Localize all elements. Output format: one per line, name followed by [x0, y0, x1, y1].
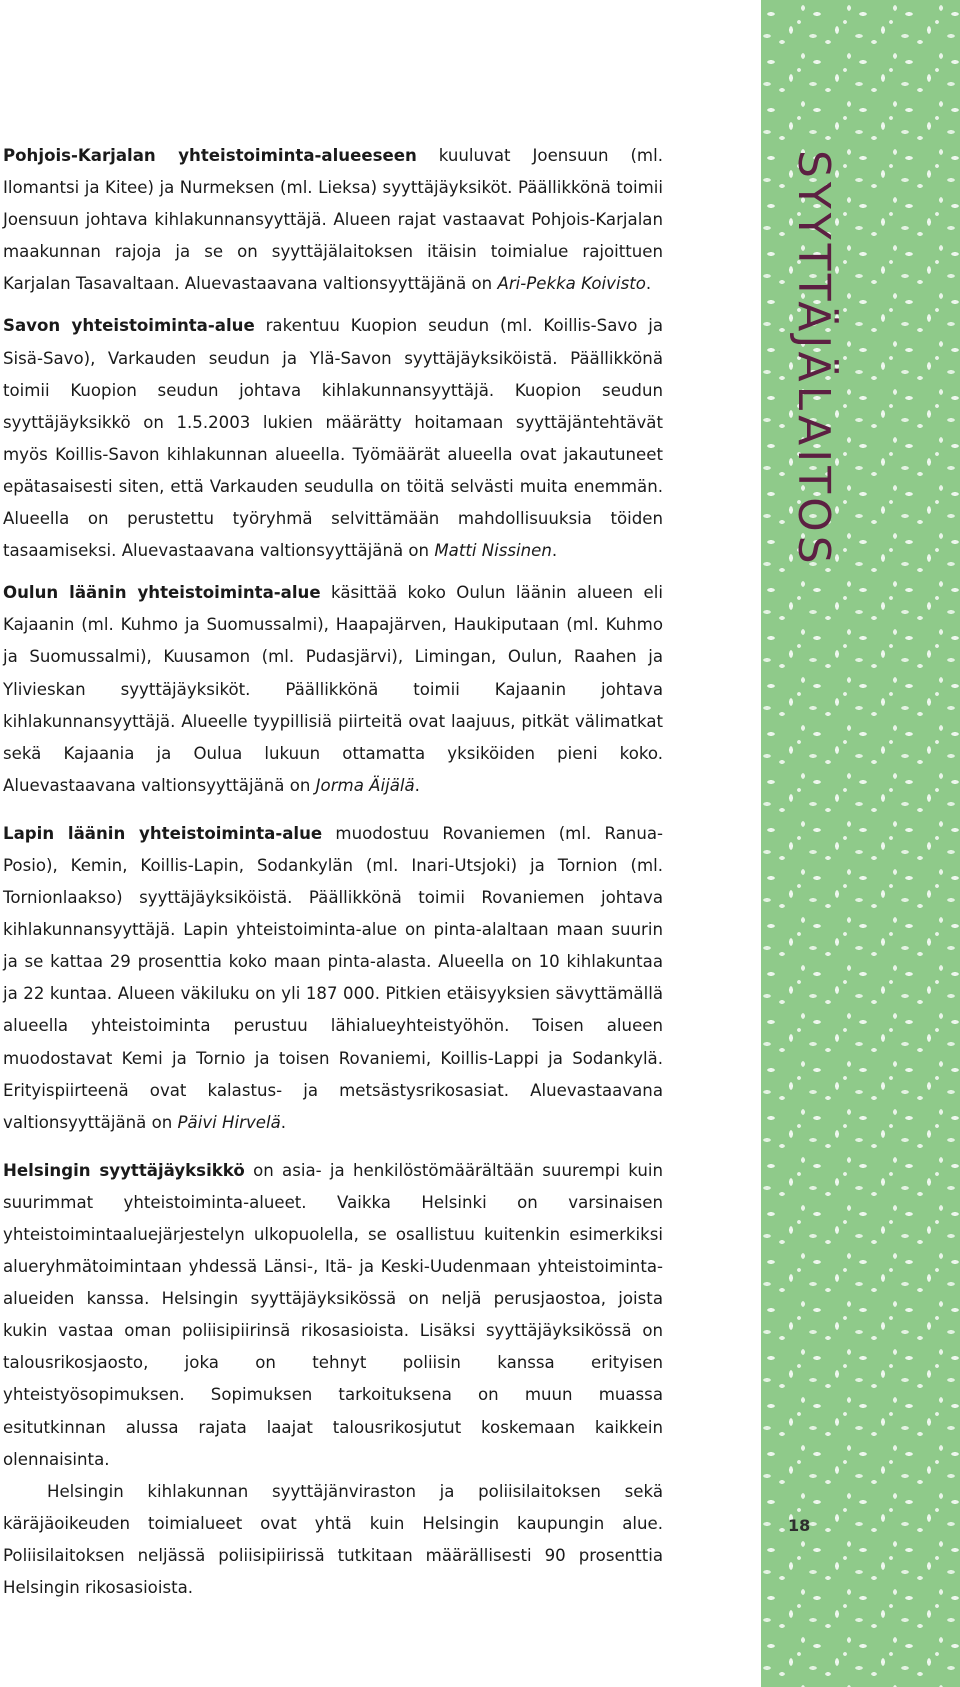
paragraph-text: muodostuu Rovaniemen (ml. Ranua-Posio), Kemin, Koillis-Lapin, Sodankylän (ml. Inari-Utsjoki) ja Tornion (ml. Tornionlaakso) syyttäjäyksiköistä. Päällikkönä toimii Rovaniemen johtava kihlakunnansyyttäjä. Lapin yhteistoiminta-alue on pinta-alaltaan maan suurin ja se kattaa 29 prosenttia koko maan pinta-alasta. Alueella on 10 kihlakuntaa ja 22 kuntaa. Alueen väkiluku on yli 187 000. Pitkien etäisyyksien sävyttämällä alueella yhteistoiminta perustuu lähialueyhteistyöhön. Toisen alueen muodostavat Kemi ja Tornio ja toisen Rovaniemi, Koillis-Lappi ja Sodankylä. Erityispiirteenä ovat kalastus- ja metsästysrikosasiat. Aluevastaavana valtionsyyttäjänä on: [3, 823, 663, 1132]
paragraph-text: rakentuu Kuopion seudun (ml. Koillis-Savo ja Sisä-Savo), Varkauden seudun ja Ylä-Savon syyttäjäyksiköistä. Päällikkönä toimii Kuopion seudun johtava kihlakunnansyyttäjä. Kuopion seudun syyttäjäyksikkö on 1.5.2003 lukien määrätty hoitamaan syyttäjäntehtävät myös Koillis-Savon kihlakunnan alueella. Työmäärät alueella ovat jakautuneet epätasaisesti siten, että Varkauden seudulla on töitä selvästi muita enemmän. Alueella on perustettu työryhmä selvittämään mahdollisuuksia töiden tasaamiseksi. Aluevastaavana valtionsyyttäjänä on: [3, 316, 664, 561]
side-title: SYYTTÄJÄLAITOS: [788, 150, 839, 568]
prosecutor-name: Matti Nissinen: [434, 541, 552, 561]
paragraph-lead: Helsingin syyttäjäyksikkö: [3, 1160, 245, 1180]
page-number: 18: [788, 1516, 811, 1535]
paragraph-helsinki: [3, 1155, 663, 1476]
paragraph-lead: Pohjois-Karjalan yhteistoiminta-alueeseen: [3, 146, 417, 165]
prosecutor-name: Jorma Äijälä: [315, 775, 415, 795]
paragraph-pohjois-karjala: [3, 140, 663, 300]
paragraph-savo: [3, 310, 663, 567]
paragraph-text: käsittää koko Oulun läänin alueen eli Kajaanin (ml. Kuhmo ja Suomussalmi), Haapajärven, Haukiputaan (ml. Kuhmo ja Suomussalmi), Kuusamon (ml. Pudasjärvi), Limingan, Oulun, Raahen ja Ylivieskan syyttäjäyksiköt. Päällikkönä toimii Kajaanin johtava kihlakunnansyyttäjä. Alueelle tyypillisiä piirteitä ovat laajuus, pitkät välimatkat sekä Kajaania ja Oulua lukuun ottamatta yksiköiden pieni koko. Aluevastaavana valtionsyyttäjänä on: [3, 583, 663, 795]
prosecutor-name: Päivi Hirvelä: [177, 1112, 281, 1132]
paragraph-end: .: [414, 775, 420, 795]
paragraph-end: .: [645, 274, 652, 294]
text-column: [3, 140, 663, 1604]
paragraph-lead: Lapin läänin yhteistoiminta-alue: [3, 823, 323, 843]
paragraph-text: on asia- ja henkilöstömäärältään suurempi kuin suurimmat yhteistoiminta-alueet. Vaikka Helsinki on varsinaisen yhteistoimintaaluejärjestelyn ulkopuolella, se osallistuu kuitenkin esimerkiksi alueryhmätoimintaan yhdessä Länsi-, Itä- ja Keski-Uudenmaan yhteistoiminta-alueiden kanssa. Helsingin syyttäjäyksikössä on neljä perusjaostoa, joista kukin vastaa oman poliisipiirinsä rikosasioista. Lisäksi syyttäjäyksikössä on talousrikosjaosto, joka on tehnyt poliisin kanssa erityisen yhteistyösopimuksen. Sopimuksen tarkoituksena on muun muassa esitutkinnan alussa rajata laajat talousrikosjutut koskemaan kaikkein olennaisinta.: [3, 1160, 663, 1469]
paragraph-lead: Oulun läänin yhteistoiminta-alue: [3, 583, 321, 603]
paragraph-end: .: [280, 1112, 287, 1132]
prosecutor-name: Ari-Pekka Koivisto: [497, 274, 646, 294]
paragraph-helsinki-continuation: Helsingin kihlakunnan syyttäjänviraston ja poliisilaitoksen sekä käräjäoikeuden toimialueet ovat yhtä kuin Helsingin kaupungin alue. Poliisilaitoksen neljässä poliisipiirissä tutkitaan määrällisesti 90 prosenttia Helsingin rikosasioista.: [3, 1481, 663, 1598]
paragraph-oulu: [3, 577, 663, 802]
paragraph-lead: Savon yhteistoiminta-alue: [3, 316, 255, 336]
paragraph-lappi: [3, 818, 663, 1139]
paragraph-text: kuuluvat Joensuun (ml. Ilomantsi ja Kitee) ja Nurmeksen (ml. Lieksa) syyttäjäyksiköt. Päällikkönä toimii Joensuun johtava kihlakunnansyyttäjä. Alueen rajat vastaavat Pohjois-Karjalan maakunnan rajoja ja se on syyttäjälaitoksen itäisin toimialue rajoittuen Karjalan Tasavaltaan. Aluevastaavana valtionsyyttäjänä on: [3, 146, 663, 294]
paragraph-end: .: [551, 541, 558, 561]
